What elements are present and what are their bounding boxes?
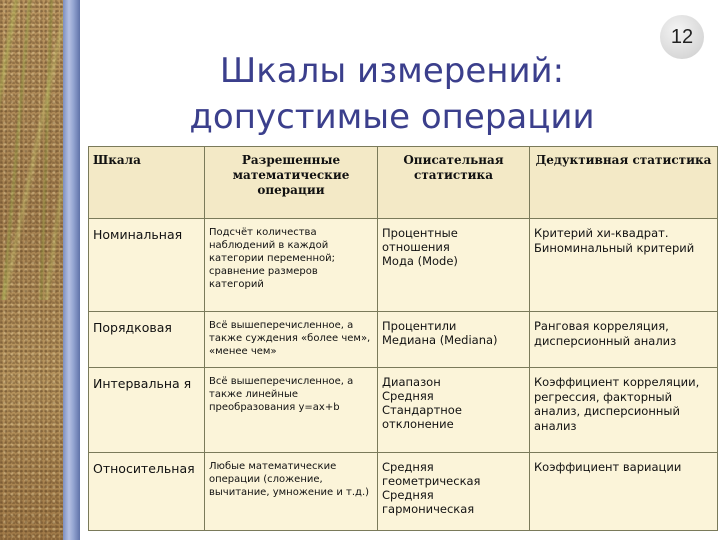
descriptive-item: Процентные отношения — [382, 226, 458, 254]
cell-deductive — [530, 453, 718, 531]
cell-descriptive — [378, 312, 530, 368]
descriptive-item: Средняя гармоническая — [382, 488, 475, 516]
table-row — [89, 453, 718, 531]
table-header-row — [89, 147, 718, 219]
cell-operations: Любые математические операции (сложение, вычитание, умножение и т.д.) — [205, 453, 378, 531]
slide-number-badge: 12 — [660, 15, 704, 59]
cell-scale: Порядковая — [89, 312, 205, 368]
cell-operations: Подсчёт количества наблюдений в каждой категории переменной; сравнение размеров категорий — [205, 219, 378, 312]
cell-descriptive — [378, 219, 530, 312]
descriptive-item: Средняя геометрическая — [382, 460, 481, 488]
descriptive-item: Процентили — [382, 319, 457, 333]
cell-scale: Интервальна я — [89, 368, 205, 453]
cell-deductive — [530, 368, 718, 453]
header-operations: Разрешенные математические операции — [205, 147, 378, 219]
cell-scale: Относительная — [89, 453, 205, 531]
cell-scale: Номинальная — [89, 219, 205, 312]
deductive-item: Критерий хи-квадрат. — [534, 226, 669, 240]
deductive-item: Коэффициент вариации — [534, 460, 682, 474]
header-scale: Шкала — [89, 147, 205, 219]
table-row — [89, 219, 718, 312]
descriptive-item: Стандартное отклонение — [382, 403, 462, 431]
cell-operations: Всё вышеперечисленное, а также суждения «более чем», «менее чем» — [205, 312, 378, 368]
cell-operations: Всё вышеперечисленное, а также линейные преобразования y=ax+b — [205, 368, 378, 453]
blue-vertical-bar — [63, 0, 80, 540]
descriptive-item: Средняя — [382, 389, 434, 403]
grass-decoration — [0, 0, 63, 300]
descriptive-item: Диапазон — [382, 375, 441, 389]
header-deductive: Дедуктивная статистика — [530, 147, 718, 219]
slide-title-line-1: Шкалы измерений: — [219, 51, 565, 91]
descriptive-item: Мода (Mode) — [382, 254, 458, 268]
table-row — [89, 368, 718, 453]
table-row — [89, 312, 718, 368]
slide-title-line-2: допустимые операции — [189, 97, 595, 137]
cell-descriptive — [378, 453, 530, 531]
cell-descriptive — [378, 368, 530, 453]
cell-deductive — [530, 219, 718, 312]
deductive-item: Биноминальный критерий — [534, 240, 695, 255]
cell-deductive — [530, 312, 718, 368]
header-descriptive: Описательная статистика — [378, 147, 530, 219]
measurement-scales-table — [88, 146, 718, 531]
descriptive-item: Медиана (Mediana) — [382, 333, 498, 347]
slide-title — [100, 48, 684, 140]
deductive-item: Ранговая корреляция, дисперсионный анализ — [534, 319, 677, 348]
deductive-item: Коэффициент корреляции, регрессия, факторный анализ, дисперсионный анализ — [534, 375, 700, 433]
